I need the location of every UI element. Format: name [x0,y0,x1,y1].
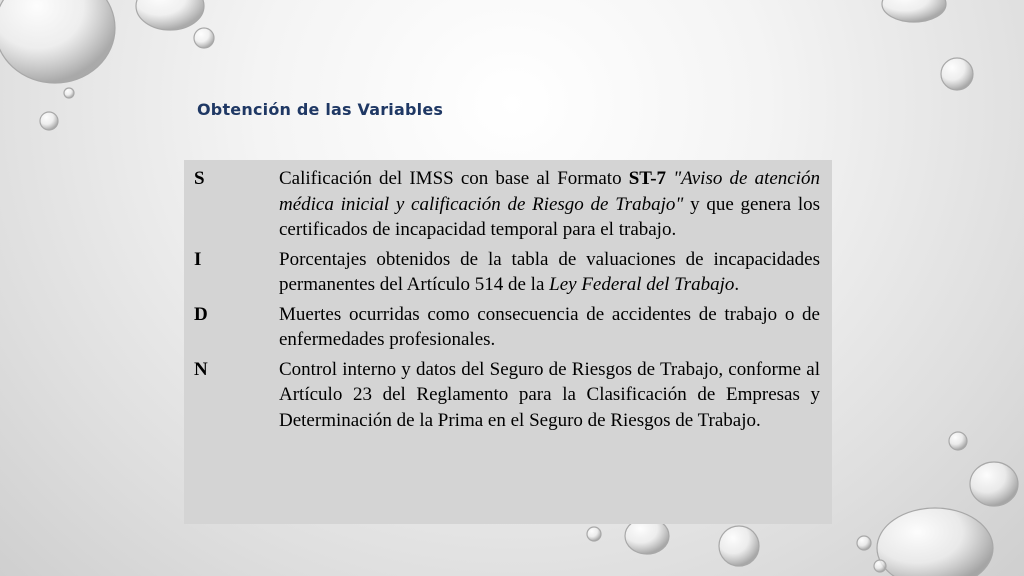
slide-title: Obtención de las Variables [197,100,444,119]
text-segment: . [734,274,740,295]
text-segment: Calificación del IMSS con base al Formato [279,168,629,189]
variable-description [279,247,820,298]
variable-letter: I [194,248,202,270]
variable-description [279,166,820,243]
text-segment-italic: Ley Federal del Trabajo [549,274,735,295]
variable-description [279,302,820,353]
text-segment: Porcentajes obtenidos de la tabla de valuaciones de incapacidades permanentes del Artículo 514 de la [279,248,820,295]
table-row [184,166,832,243]
variables-table [184,160,832,524]
variable-letter: N [194,358,208,380]
variable-description [279,357,820,434]
table-row [184,247,832,298]
variable-letter: S [194,168,205,189]
text-segment-italic: "Aviso de atención médica inicial y calificación de Riesgo de Trabajo" [279,168,820,215]
table-row [184,302,832,353]
text-segment: Muertes ocurridas como consecuencia de accidentes de trabajo o de enfermedades profesionales. [279,303,820,350]
variable-letter: D [194,303,208,325]
text-segment: y que genera los certificados de incapacidad temporal para el trabajo. [279,193,821,240]
text-segment-bold: ST-7 [628,168,667,189]
table-row [184,357,832,434]
text-segment: Control interno y datos del Seguro de Riesgos de Trabajo, conforme al Artículo 23 del Reglamento para la Clasificación de Empresas y Determinación de la Prima en el Seguro de Riesgos de Trabajo. [279,358,820,431]
